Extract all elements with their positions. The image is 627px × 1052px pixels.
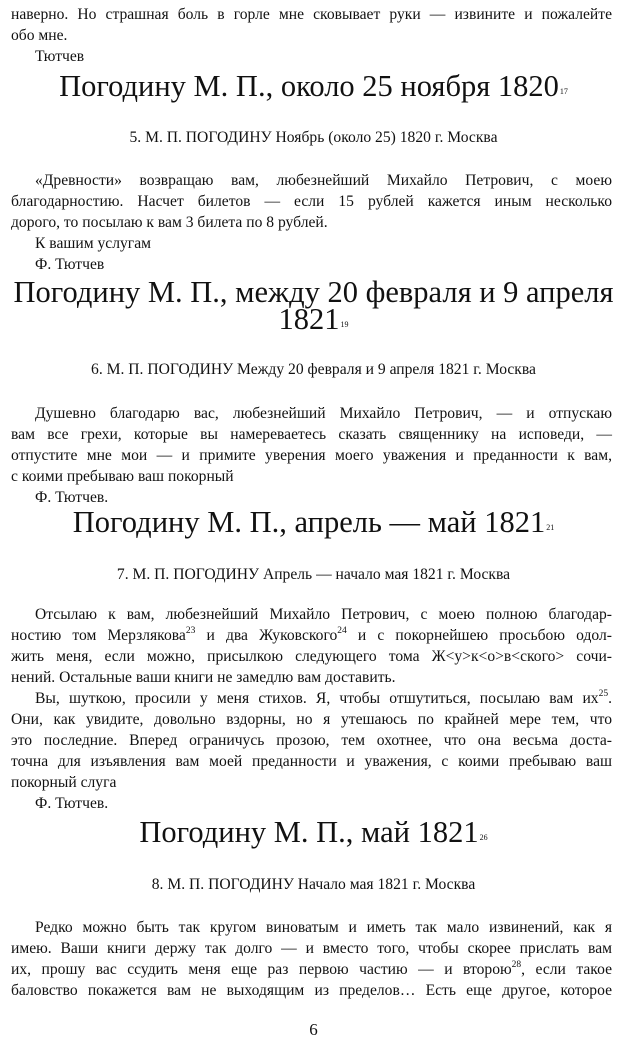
letter-subtitle: 8. М. П. ПОГОДИНУ Начало мая 1821 г. Москва bbox=[151, 876, 476, 893]
text-line: точна для изъявления вам моей преданности и уважения, с коими пребываю ваш bbox=[11, 753, 612, 770]
footnote-ref: 25 bbox=[598, 688, 609, 699]
text-line: Вы, шуткою, просили у меня стихов. Я, чтобы отшутиться, посылаю вам их$^{25}$. bbox=[35, 688, 612, 707]
signature: Тютчев bbox=[35, 48, 85, 65]
text-line: Душевно благодарю вас, любезнейший Михайло Петрович, — и отпускаю bbox=[35, 405, 612, 422]
footnote-ref: 28 bbox=[511, 959, 522, 970]
footnote-ref: 23 bbox=[185, 625, 196, 636]
letter-body bbox=[11, 170, 612, 275]
text-line: покорный слуга bbox=[11, 774, 117, 791]
letter-heading: Погодину М. П., около 25 ноября 1820$^{17}$ bbox=[59, 69, 568, 103]
text-line: имею. Ваши книги держу так долго — и вместо того, чтобы скорее прислать вам bbox=[11, 940, 612, 957]
text-line: с коими пребываю ваш покорный bbox=[11, 468, 234, 485]
intro-block bbox=[11, 4, 612, 67]
signature: Ф. Тютчев. bbox=[35, 795, 109, 812]
text-line: Они, как увидите, довольно вздорны, но я утешаюсь по крайней мере тем, что bbox=[11, 711, 612, 728]
text-line: ностию том Мерзлякова$^{23}$ и два Жуковского$^{24}$ и с покорнейшею просьбою одол- bbox=[11, 625, 612, 644]
text-line: отпустите мне мои — и примите уверения моего уважения и преданности к вам, bbox=[11, 447, 612, 464]
page-number: 6 bbox=[309, 1020, 318, 1039]
letter-heading: Погодину М. П., между 20 февраля и 9 апреля bbox=[13, 275, 614, 309]
letter-body bbox=[11, 604, 612, 814]
letter-body bbox=[11, 403, 612, 508]
letter-subtitle: 6. М. П. ПОГОДИНУ Между 20 февраля и 9 апреля 1821 г. Москва bbox=[91, 361, 536, 378]
text-line: наверно. Но страшная боль в горле мне сковывает руки — извините и пожалейте bbox=[11, 6, 612, 23]
footnote-ref: 26 bbox=[479, 833, 488, 842]
signature: Ф. Тютчев bbox=[35, 256, 105, 273]
footnote-ref: 21 bbox=[546, 523, 555, 532]
footnote-ref: 24 bbox=[337, 625, 347, 636]
text-line: баловство покажется вам не выходящим из пределов… Есть еще другое, которое bbox=[11, 982, 612, 999]
text-line: К вашим услугам bbox=[35, 235, 151, 252]
letter-body bbox=[11, 917, 612, 1001]
text-line: это последние. Вперед ограничусь прозою, тем охотнее, что она весьма доста- bbox=[11, 732, 612, 749]
signature: Ф. Тютчев. bbox=[35, 489, 109, 506]
text-line: благодарностию. Насчет билетов — если 15 рублей кажется иным несколько bbox=[11, 193, 612, 210]
letter-heading-continued: 1821$^{19}$ bbox=[278, 302, 349, 336]
text-line: обо мне. bbox=[11, 27, 68, 44]
letter-subtitle: 7. М. П. ПОГОДИНУ Апрель — начало мая 1821 г. Москва bbox=[116, 566, 511, 583]
letter-subtitle: 5. М. П. ПОГОДИНУ Ноябрь (около 25) 1820 г. Москва bbox=[129, 129, 498, 146]
text-line: Редко можно быть так кругом виноватым и иметь так мало извинений, как я bbox=[35, 919, 612, 936]
text-line: нений. Остальные ваши книги не замедлю вам доставить. bbox=[11, 669, 396, 686]
text-line: дорого, то посылаю к вам 3 билета по 8 рублей. bbox=[11, 214, 328, 231]
text-line: «Древности» возвращаю вам, любезнейший Михайло Петрович, с моею bbox=[35, 172, 612, 189]
letter-heading: Погодину М. П., апрель — май 1821$^{21}$ bbox=[72, 505, 555, 539]
text-line: их, прошу вас ссудить меня еще раз первою частию — и второю$^{28}$, если такое bbox=[11, 959, 613, 978]
footnote-ref: 17 bbox=[559, 87, 568, 96]
letter-heading: Погодину М. П., май 1821$^{26}$ bbox=[139, 815, 488, 849]
footnote-ref: 19 bbox=[340, 320, 349, 329]
text-line: Отсылаю к вам, любезнейший Михайло Петрович, с моею полною благодар- bbox=[35, 606, 612, 623]
text-line: жить меня, если можно, присылкою следующего тома Ж<у>к<о>в<ского> сочи- bbox=[11, 648, 612, 665]
text-line: вам все грехи, которые вы намереваетесь сказать священнику на исповеди, — bbox=[11, 426, 612, 443]
